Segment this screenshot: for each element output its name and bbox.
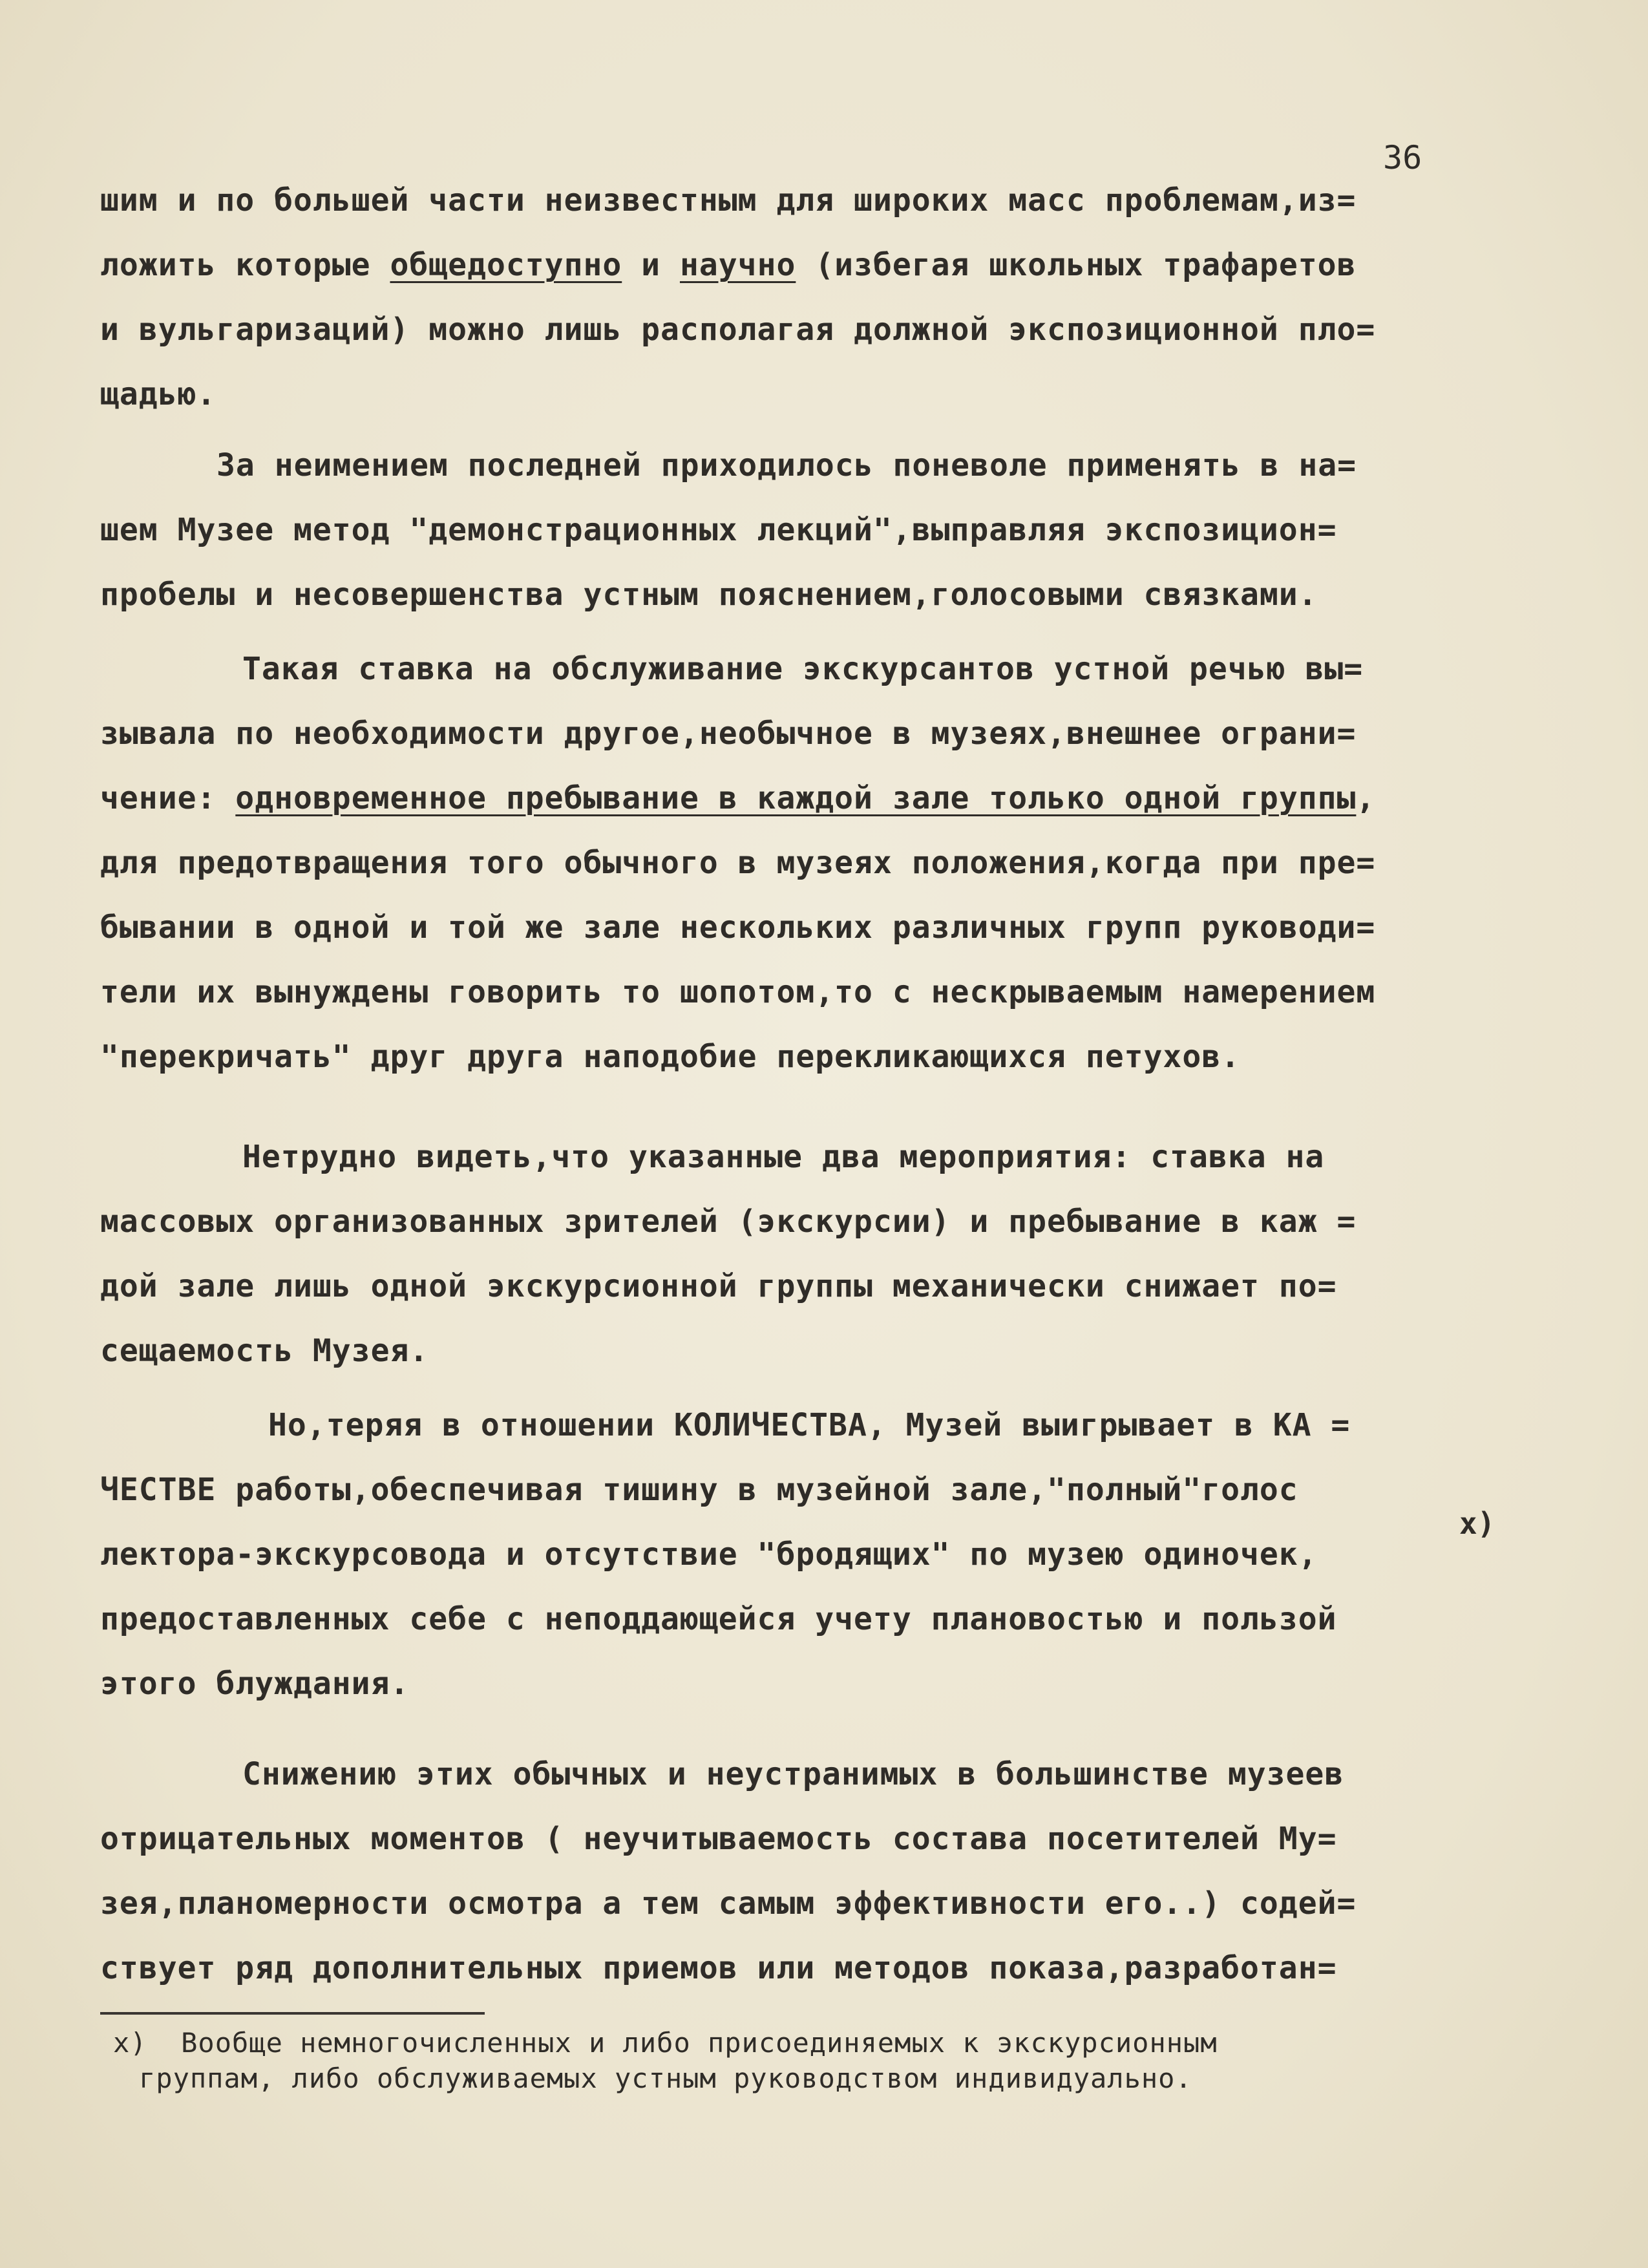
text-line [100, 1600, 1337, 1638]
text-line [100, 1949, 1337, 1987]
text-segment: для предотвращения того обычного в музеях положения,когда при пре= [100, 845, 1376, 881]
text-line [242, 650, 1363, 688]
text-line [242, 1138, 1324, 1176]
text-segment: , [1356, 780, 1376, 816]
underlined-phrase: одновременное пребывание в каждой зале только одной группы [235, 780, 1357, 816]
text-segment: лектора-экскурсовода и отсутствие "бродящих" по музею одиночек, [100, 1536, 1318, 1573]
text-segment: шим и по большей части неизвестным для широких масс проблемам,из= [100, 182, 1357, 218]
text-line [100, 511, 1337, 549]
text-segment: чение: [100, 780, 236, 816]
text-segment: сещаемость Музея. [100, 1333, 429, 1369]
page-number: 36 [1383, 139, 1422, 176]
text-line [100, 843, 1375, 882]
text-segment: Снижению этих обычных и неустранимых в большинстве музеев [242, 1756, 1344, 1792]
text-line [100, 375, 216, 414]
text-line [100, 973, 1375, 1012]
text-segment: Нетрудно видеть,что указанные два мероприятия: ставка на [242, 1139, 1325, 1175]
text-line [100, 1331, 428, 1370]
footnote-marker: x) [1459, 1506, 1495, 1541]
text-segment: "перекричать" друг друга наподобие перекликающихся петухов. [100, 1039, 1241, 1075]
text-line [100, 1819, 1337, 1858]
text-segment: (избегая школьных трафаретов [796, 247, 1357, 283]
text-segment: зывала по необходимости другое,необычное в музеях,внешнее ограни= [100, 715, 1357, 752]
text-segment: отрицательных моментов ( неучитываемость состава посетителей Му= [100, 1821, 1337, 1857]
text-line [100, 181, 1356, 220]
footnote-line: x) Вообще немногочисленных и либо присоединяемых к экскурсионным [113, 2027, 1218, 2059]
text-line [217, 446, 1357, 485]
text-segment: пробелы и несовершенства устным пояснением,голосовыми связками. [100, 577, 1318, 613]
text-segment: этого блуждания. [100, 1666, 410, 1702]
text-line [100, 1884, 1356, 1923]
text-line [100, 1664, 409, 1703]
text-line [100, 246, 1356, 284]
text-segment: Такая ставка на обслуживание экскурсантов устной речью вы= [242, 651, 1364, 687]
text-segment: бывании в одной и той же зале нескольких различных групп руководи= [100, 909, 1376, 946]
text-line [242, 1755, 1344, 1794]
footnote-line: группам, либо обслуживаемых устным руководством индивидуально. [139, 2062, 1192, 2094]
text-line [100, 575, 1318, 614]
underlined-phrase: научно [679, 247, 796, 283]
text-segment: ствует ряд дополнительных приемов или методов показа,разработан= [100, 1950, 1337, 1986]
text-segment: дой зале лишь одной экскурсионной группы механически снижает по= [100, 1268, 1337, 1304]
text-segment: ЧЕСТВЕ работы,обеспечивая тишину в музейной зале,"полный"голос [100, 1472, 1298, 1508]
text-segment: зея,планомерности осмотра а тем самым эффективности его..) содей= [100, 1885, 1357, 1922]
text-line [100, 1535, 1318, 1574]
text-line [100, 1470, 1298, 1509]
text-segment: Но,теряя в отношении КОЛИЧЕСТВА, Музей выигрывает в КА = [268, 1407, 1351, 1443]
text-line [100, 1267, 1337, 1306]
text-line [268, 1406, 1350, 1445]
footnote-divider [100, 2012, 485, 2015]
text-segment: и [622, 247, 680, 283]
text-segment: шем Музее метод "демонстрационных лекций",выправляя экспозицион= [100, 512, 1337, 548]
text-segment: ложить которые [100, 247, 390, 283]
text-segment: массовых организованных зрителей (экскурсии) и пребывание в каж = [100, 1203, 1357, 1240]
underlined-phrase: общедоступно [390, 247, 622, 283]
text-segment: предоставленных себе с неподдающейся учету плановостью и пользой [100, 1601, 1337, 1637]
text-line [100, 779, 1375, 818]
text-segment: тели их вынуждены говорить то шопотом,то с нескрываемым намерением [100, 974, 1376, 1010]
text-segment: и вульгаризаций) можно лишь располагая должной экспозиционной пло= [100, 312, 1376, 348]
text-line [100, 714, 1356, 753]
text-segment: щадью. [100, 376, 217, 412]
text-segment: За неимением последней приходилось поневоле применять в на= [217, 447, 1357, 483]
text-line [100, 908, 1375, 947]
text-line [100, 310, 1375, 349]
text-line [100, 1202, 1356, 1241]
text-line [100, 1037, 1240, 1076]
